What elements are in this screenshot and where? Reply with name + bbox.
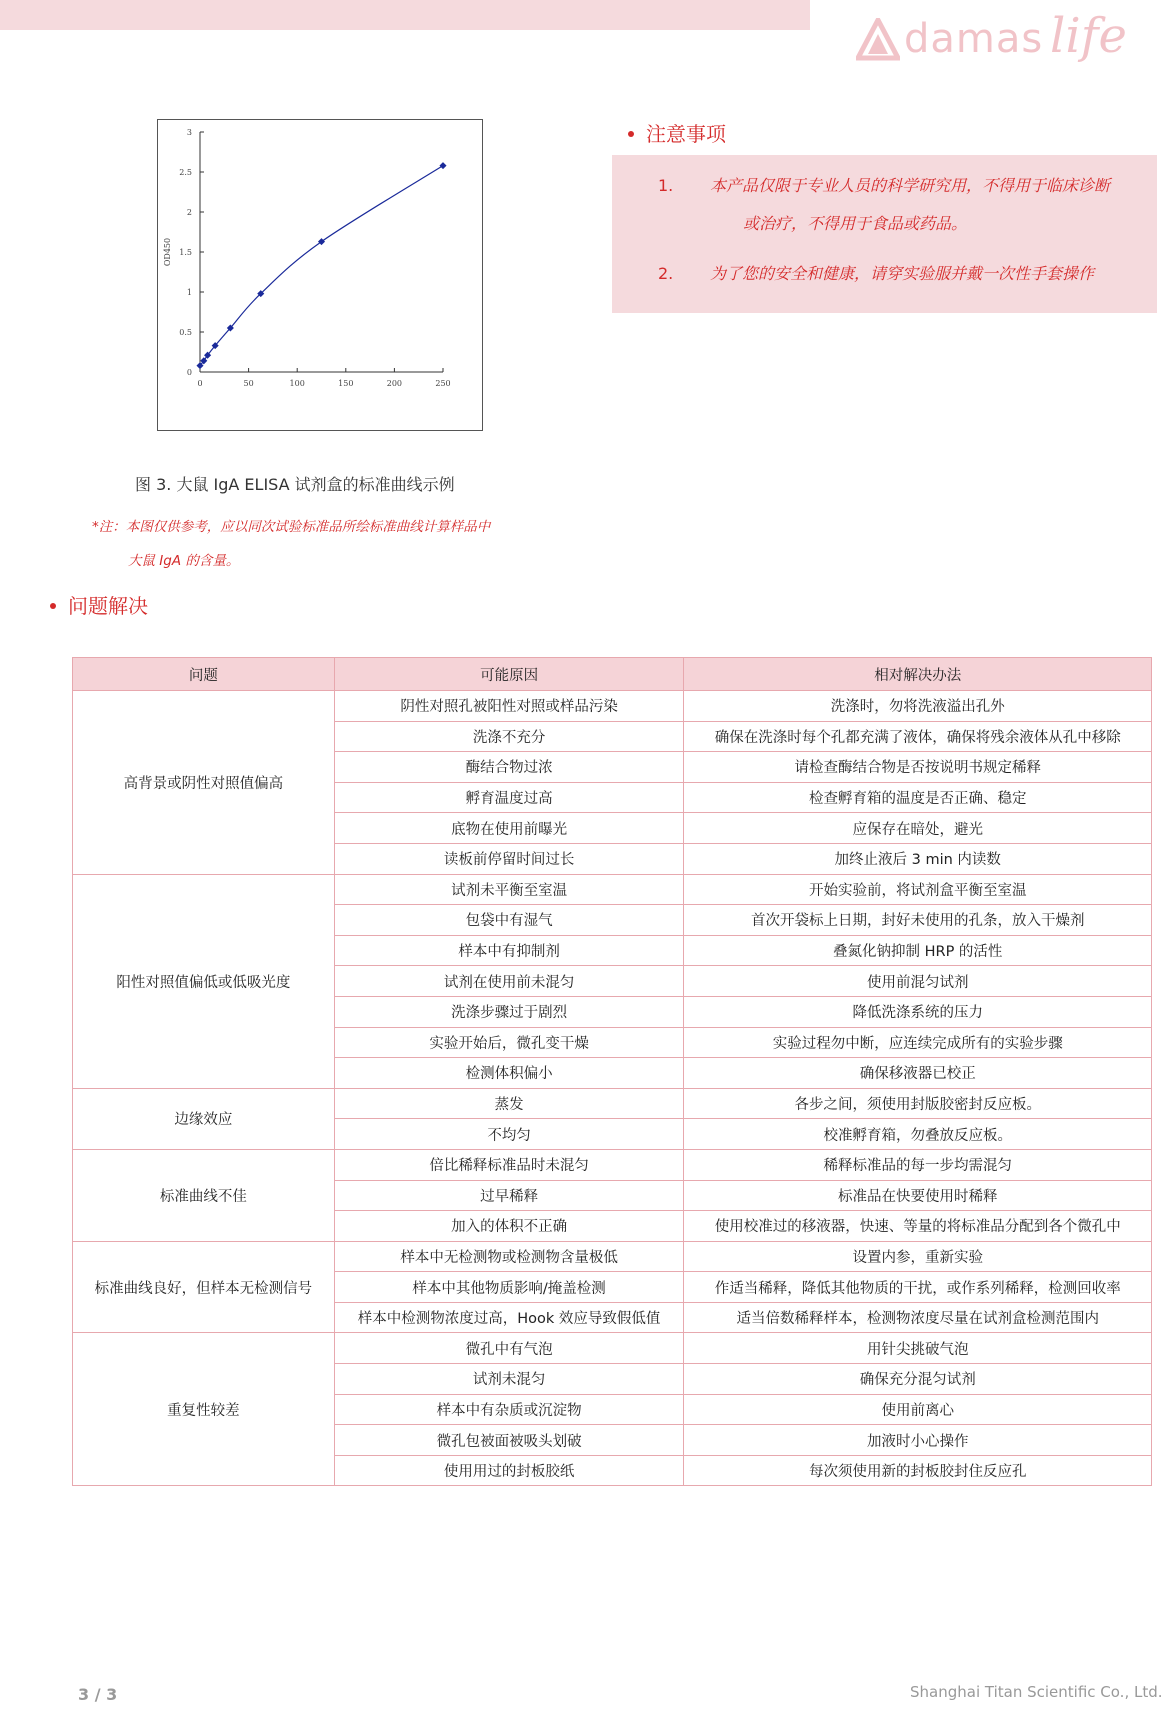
solution-cell: 叠氮化钠抑制 HRP 的活性 (684, 935, 1152, 966)
solution-cell: 作适当稀释，降低其他物质的干扰，或作系列稀释，检测回收率 (684, 1272, 1152, 1303)
solution-cell: 加终止液后 3 min 内读数 (684, 843, 1152, 874)
y-tick-label: 1 (186, 288, 192, 297)
note-item-1 (658, 167, 1110, 243)
x-tick-label: 50 (243, 379, 254, 388)
x-tick-label: 100 (289, 379, 305, 388)
note-item-2-line1: 为了您的安全和健康，请穿实验服并戴一次性手套操作 (710, 264, 1095, 283)
cause-cell: 微孔中有气泡 (334, 1333, 684, 1364)
cause-cell: 酶结合物过浓 (334, 752, 684, 783)
page-number: 3 / 3 (78, 1685, 118, 1704)
y-axis-label: OD450 (163, 237, 172, 267)
x-tick-label: 150 (338, 379, 354, 388)
troubleshooting-heading-text: 问题解决 (68, 594, 148, 618)
problem-cell: 高背景或阴性对照值偏高 (73, 691, 335, 875)
problem-cell: 重复性较差 (73, 1333, 335, 1486)
cause-cell: 试剂未混匀 (334, 1364, 684, 1395)
table-body (73, 691, 1152, 1486)
cause-cell: 实验开始后，微孔变干燥 (334, 1027, 684, 1058)
cause-cell: 倍比稀释标准品时未混匀 (334, 1149, 684, 1180)
series-line (200, 166, 443, 366)
logo-text: damas (904, 16, 1044, 62)
problem-cell: 阳性对照值偏低或低吸光度 (73, 874, 335, 1088)
solution-cell: 使用前混匀试剂 (684, 966, 1152, 997)
solution-cell: 开始实验前，将试剂盒平衡至室温 (684, 874, 1152, 905)
cause-cell: 洗涤步骤过于剧烈 (334, 996, 684, 1027)
solution-cell: 实验过程勿中断，应连续完成所有的实验步骤 (684, 1027, 1152, 1058)
y-tick-label: 0.5 (179, 328, 192, 337)
solution-cell: 每次须使用新的封板胶封住反应孔 (684, 1455, 1152, 1486)
chart-svg (158, 120, 482, 430)
solution-cell: 稀释标准品的每一步均需混匀 (684, 1149, 1152, 1180)
cause-cell: 样本中检测物浓度过高，Hook 效应导致假低值 (334, 1302, 684, 1333)
solution-cell: 降低洗涤系统的压力 (684, 996, 1152, 1027)
cause-cell: 加入的体积不正确 (334, 1211, 684, 1242)
y-tick-label: 2.5 (179, 168, 192, 177)
solution-cell: 设置内参，重新实验 (684, 1241, 1152, 1272)
table-row (73, 1241, 1152, 1272)
header-problem: 问题 (73, 658, 335, 691)
solution-cell: 各步之间，须使用封版胶密封反应板。 (684, 1088, 1152, 1119)
solution-cell: 检查孵育箱的温度是否正确、稳定 (684, 782, 1152, 813)
cause-cell: 包袋中有湿气 (334, 905, 684, 936)
data-point (439, 162, 446, 169)
y-tick-label: 2 (186, 208, 192, 217)
logo-script-text: life (1050, 8, 1127, 64)
cause-cell: 不均匀 (334, 1119, 684, 1150)
cause-cell: 底物在使用前曝光 (334, 813, 684, 844)
solution-cell: 标准品在快要使用时稀释 (684, 1180, 1152, 1211)
company-logo (852, 8, 1152, 78)
cause-cell: 样本中无检测物或检测物含量极低 (334, 1241, 684, 1272)
problem-cell: 边缘效应 (73, 1088, 335, 1149)
cause-cell: 微孔包被面被吸头划破 (334, 1425, 684, 1456)
problem-cell: 标准曲线良好，但样本无检测信号 (73, 1241, 335, 1333)
cause-cell: 样本中有杂质或沉淀物 (334, 1394, 684, 1425)
standard-curve-chart (157, 119, 483, 431)
cause-cell: 样本中有抑制剂 (334, 935, 684, 966)
cause-cell: 洗涤不充分 (334, 721, 684, 752)
cause-cell: 试剂在使用前未混匀 (334, 966, 684, 997)
cause-cell: 蒸发 (334, 1088, 684, 1119)
table-header-row (73, 658, 1152, 691)
table-row (73, 691, 1152, 722)
cause-cell: 使用用过的封板胶纸 (334, 1455, 684, 1486)
logo-triangle-icon (856, 18, 900, 62)
company-name: Shanghai Titan Scientific Co., Ltd. (910, 1683, 1163, 1701)
header-cause: 可能原因 (334, 658, 684, 691)
solution-cell: 校准孵育箱，勿叠放反应板。 (684, 1119, 1152, 1150)
solution-cell: 应保存在暗处，避光 (684, 813, 1152, 844)
note-item-1-line1: 本产品仅限于专业人员的科学研究用，不得用于临床诊断 (710, 176, 1111, 195)
table-row (73, 1088, 1152, 1119)
solution-cell: 使用校准过的移液器，快速、等量的将标准品分配到各个微孔中 (684, 1211, 1152, 1242)
x-tick-label: 0 (197, 379, 203, 388)
cause-cell: 读板前停留时间过长 (334, 843, 684, 874)
solution-cell: 加液时小心操作 (684, 1425, 1152, 1456)
solution-cell: 确保移液器已校正 (684, 1058, 1152, 1089)
y-tick-label: 3 (186, 128, 192, 137)
note-item-1-line2: 或治疗，不得用于食品或药品。 (743, 214, 968, 233)
header-bar (0, 0, 810, 30)
bullet-dot-icon (628, 131, 634, 137)
note-item-2-number: 2. (658, 264, 674, 283)
y-tick-label: 1.5 (179, 248, 192, 257)
cause-cell: 检测体积偏小 (334, 1058, 684, 1089)
solution-cell: 确保在洗涤时每个孔都充满了液体，确保将残余液体从孔中移除 (684, 721, 1152, 752)
notes-heading-text: 注意事项 (646, 122, 726, 146)
solution-cell: 用针尖挑破气泡 (684, 1333, 1152, 1364)
x-tick-label: 200 (386, 379, 403, 388)
cause-cell: 样本中其他物质影响/掩盖检测 (334, 1272, 684, 1303)
figure-note-line1: *注：本图仅供参考，应以同次试验标准品所绘标准曲线计算样品中 (92, 519, 491, 535)
table-row (73, 1149, 1152, 1180)
notes-box (612, 155, 1157, 313)
solution-cell: 首次开袋标上日期，封好未使用的孔条，放入干燥剂 (684, 905, 1152, 936)
figure-note-line2: 大鼠 IgA 的含量。 (128, 553, 240, 569)
x-tick-label: 250 (435, 379, 451, 388)
troubleshooting-table (72, 657, 1152, 1486)
table-row (73, 1333, 1152, 1364)
problem-cell: 标准曲线不佳 (73, 1149, 335, 1241)
notes-heading (628, 118, 726, 147)
note-item-1-number: 1. (658, 176, 674, 195)
cause-cell: 试剂未平衡至室温 (334, 874, 684, 905)
solution-cell: 洗涤时，勿将洗液溢出孔外 (684, 691, 1152, 722)
cause-cell: 孵育温度过高 (334, 782, 684, 813)
figure-note (92, 510, 490, 578)
table-row (73, 874, 1152, 905)
note-item-2 (658, 255, 1094, 293)
solution-cell: 使用前离心 (684, 1394, 1152, 1425)
figure-caption: 图 3. 大鼠 IgA ELISA 试剂盒的标准曲线示例 (135, 475, 455, 494)
cause-cell: 过早稀释 (334, 1180, 684, 1211)
solution-cell: 请检查酶结合物是否按说明书规定稀释 (684, 752, 1152, 783)
solution-cell: 适当倍数稀释样本，检测物浓度尽量在试剂盒检测范围内 (684, 1302, 1152, 1333)
solution-cell: 确保充分混匀试剂 (684, 1364, 1152, 1395)
cause-cell: 阴性对照孔被阳性对照或样品污染 (334, 691, 684, 722)
bullet-dot-icon (50, 603, 56, 609)
header-solution: 相对解决办法 (684, 658, 1152, 691)
y-tick-label: 0 (186, 368, 192, 377)
troubleshooting-heading (50, 590, 148, 619)
